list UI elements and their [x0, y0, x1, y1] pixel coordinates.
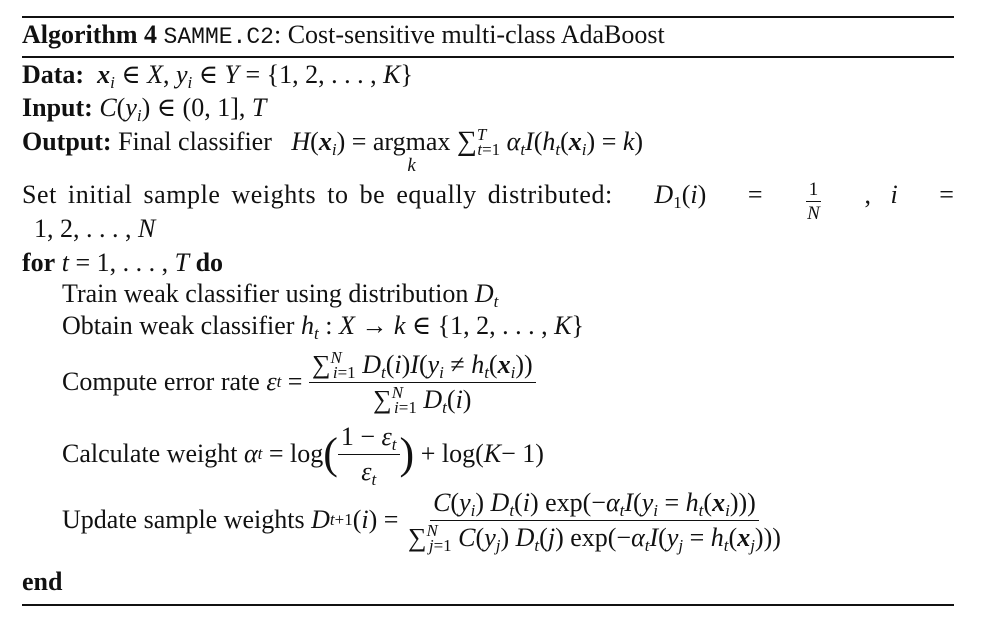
end-keyword: end [22, 567, 63, 596]
output-keyword: Output: [22, 127, 112, 156]
data-keyword: Data: [22, 60, 85, 89]
init-line-continued: 1, 2, . . . , N [34, 214, 156, 243]
step-train: Train weak classifier using distribution $D_t$ [62, 279, 499, 311]
algorithm-description: Cost-sensitive multi-class AdaBoost [287, 20, 665, 49]
init-line: Set initial sample weights to be equally distributed: $D_1(i)$ = $\frac{1}{N}$ , i = [22, 179, 954, 224]
algorithm-label: Algorithm 4 [22, 20, 158, 49]
bottom-rule [22, 604, 954, 606]
input-keyword: Input: [22, 93, 93, 122]
title-rule [22, 56, 954, 58]
for-line: for t = 1, . . . , T do [22, 248, 224, 277]
end-line [22, 567, 62, 597]
output-text: Final classifier [118, 127, 272, 156]
for-keyword: for [22, 248, 56, 277]
algorithm-title: Algorithm 4 SAMME.C2: Cost-sensitive multi-class AdaBoost [22, 20, 665, 50]
data-line: Data: $x_i$ ∈ X, $y_i$ ∈ Y = {1, 2, . . . , K} [22, 60, 413, 92]
step-obtain: Obtain weak classifier $h_t$ : X → k ∈ {1, 2, . . . , K} [62, 311, 584, 343]
input-line: Input: $C(y_i)$ ∈ (0, 1], T [22, 93, 267, 125]
algorithm-name: SAMME.C2 [163, 24, 274, 50]
top-rule [22, 16, 954, 18]
output-line: Output: Final classifier $H(x_i)$ = argmax k ∑$^T_{t=1}$ $\alpha_tI(h_t(x_i) = k)$ [22, 125, 644, 176]
step-calculate-weight: Calculate weight α t = log ( $\frac{1 - \varepsilon_t}{\varepsilon_t}$ ) + log( K − 1) [62, 421, 544, 489]
step-error-rate: Compute error rate ε t = $\frac{\sum^N_{i=1} D_t(i)I(y_i \ne h_t(x_i))}{\sum^N_{i=1} D_t(i)}$ [62, 340, 536, 424]
init-text: Set initial sample weights to be equally distributed: [22, 180, 613, 209]
do-keyword: do [195, 248, 224, 277]
step-update-weights: Update sample weights D t+1 ( i ) = $\frac{C(y_i) D_t(i) \exp(-\alpha_tI(y_i = h_t(x_i)))}{\sum^N_{j=1} C(y_j) D_t(j) \exp(-\alpha_tI(y_j = h_t(x_j)))}$ [62, 487, 781, 555]
